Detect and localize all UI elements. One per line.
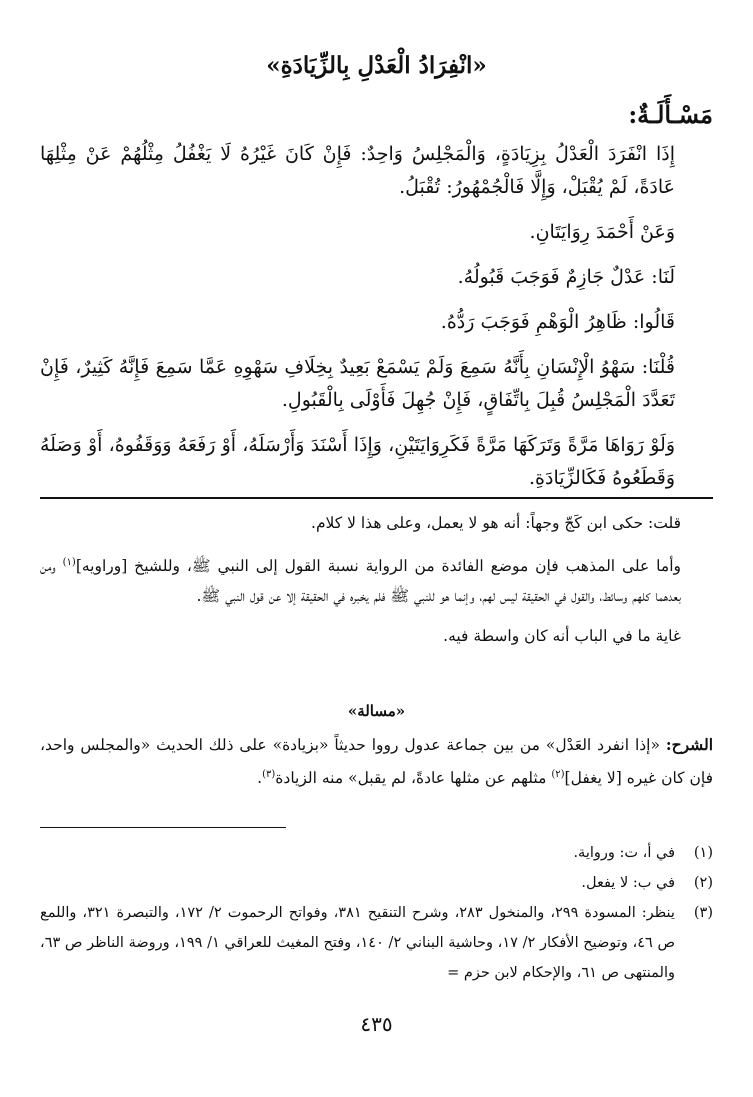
masala-heading: مَسْـأَلَـةٌ: (628, 100, 713, 129)
footnote-ref-2: (٢) (551, 769, 565, 780)
footnote-number: (١) (693, 845, 713, 861)
matn-paragraph-6: وَلَوْ رَوَاهَا مَرَّةً وَتَرَكَهَا مَرَّةً فَكَرِوَايَتَيْنِ، وَإِذَا أَسْنَدَ وَأَرْسَلَهُ، أَوْ رَفَعَهُ وَوَقَفُوهُ، أَوْ وَصَلَهُ وَقَطَعُوهُ فَكَالزِّيَادَةِ. (40, 434, 675, 489)
matn-paragraph-3: لَنَا: عَدْلٌ جَازِمٌ فَوَجَبَ قَبُولُهُ. (457, 266, 675, 288)
comment-paragraph-1: قلت: حكى ابن كَجّ وجهاً: أنه هو لا يعمل، وعلى هذا لا كلام. (311, 514, 681, 532)
matn-paragraph-2: وَعَنْ أَحْمَدَ رِوَايَتَانِ. (529, 221, 675, 243)
comment-text-a: وأما على المذهب فإن موضع الفائدة من الرواية نسبة القول إلى النبي ﷺ، وللشيخ [وراويه] (75, 557, 682, 576)
footnote-ref-1: (١) (62, 557, 76, 568)
matn-paragraph-4: قَالُوا: ظَاهِرُ الْوَهْمِ فَوَجَبَ رَدُّهُ. (440, 311, 675, 333)
sharh-label: الشرح: (665, 735, 713, 754)
sharh-paragraph (40, 730, 713, 793)
footnote (40, 898, 713, 988)
comment-paragraph-3: غاية ما في الباب أنه كان واسطة فيه. (443, 627, 681, 646)
section-divider (40, 497, 713, 499)
footnote-text: في أ، ت: ورواية. (573, 845, 675, 861)
footnote (40, 838, 713, 868)
footnote-number: (٣) (693, 905, 713, 921)
sharh-text-3: . (257, 769, 263, 788)
sharh-text-1: «إذا انفرد العَدْل» من بين جماعة عدول رووا حديثاً «بزيادة» على ذلك الحديث «والمجلس واحد، فإن كان غيره [لا يغفل] (40, 736, 713, 788)
footnote (40, 868, 713, 898)
footnote-divider (40, 827, 286, 828)
page (40, 0, 713, 1097)
footnote-text: ينظر: المسودة ٢٩٩، والمنخول ٢٨٣، وشرح التنقيح ٣٨١، وفواتح الرحموت ٢/ ١٧٢، والتبصرة ٣٢١، واللمع ص ٤٦، وتوضيح الأفكار ٢/ ١٧، وحاشية البناني ٢/ ١٤٠، وفتح المغيث للعراقي ١/ ١٩٩، وروضة الناظر ص ٦٣، والمنتهى ص ٦١، والإحكام لابن حزم = (40, 905, 675, 981)
matn-paragraph-1: إِذَا انْفَرَدَ الْعَدْلُ بِزِيَادَةٍ، وَالْمَجْلِسُ وَاحِدٌ: فَإِنْ كَانَ غَيْرُهُ لَا يَغْفُلُ مِثْلُهُمْ عَنْ مِثْلِهَا عَادَةً، لَمْ يُقْبَلْ، وَإِلَّا فَالْجُمْهُورُ: تُقْبَلُ. (40, 143, 675, 198)
comment-text-b: ومن بعدهما كلهم وسائط، والقول في الحقيقة ليس لهم، وإنما هو للنبي ﷺ فلم يخبره في الحقيقة إلا عن قول النبي ﷺ. (40, 557, 681, 606)
sub-heading: «مسالة» (347, 702, 406, 720)
footnote-text: في ب: لا يفعل. (581, 875, 675, 891)
page-number: ٤٣٥ (360, 1012, 393, 1036)
chapter-title: «انْفِرَادُ الْعَدْلِ بِالزِّيَادَةِ» (266, 52, 487, 79)
commentary (40, 508, 713, 661)
footnote-ref-3: (٣) (262, 769, 276, 780)
footnote-number: (٢) (693, 875, 713, 891)
footnotes (40, 838, 713, 988)
sharh-text-2: مثلهم عن مثلها عادةً، لم يقبل» منه الزيادة (275, 769, 552, 788)
main-text (40, 138, 713, 507)
matn-paragraph-5: قُلْنَا: سَهْوُ الْإِنْسَانِ بِأَنَّهُ سَمِعَ وَلَمْ يَسْمَعْ بَعِيدٌ بِخِلَافِ سَهْوِهِ عَمَّا سَمِعَ فَإِنَّهُ كَثِيرٌ، فَإِنْ تَعَدَّدَ الْمَجْلِسُ قُبِلَ بِاتِّفَاقٍ، فَإِنْ جُهِلَ فَأَوْلَى بِالْقَبُولِ. (40, 356, 675, 411)
comment-paragraph-2 (40, 548, 713, 611)
